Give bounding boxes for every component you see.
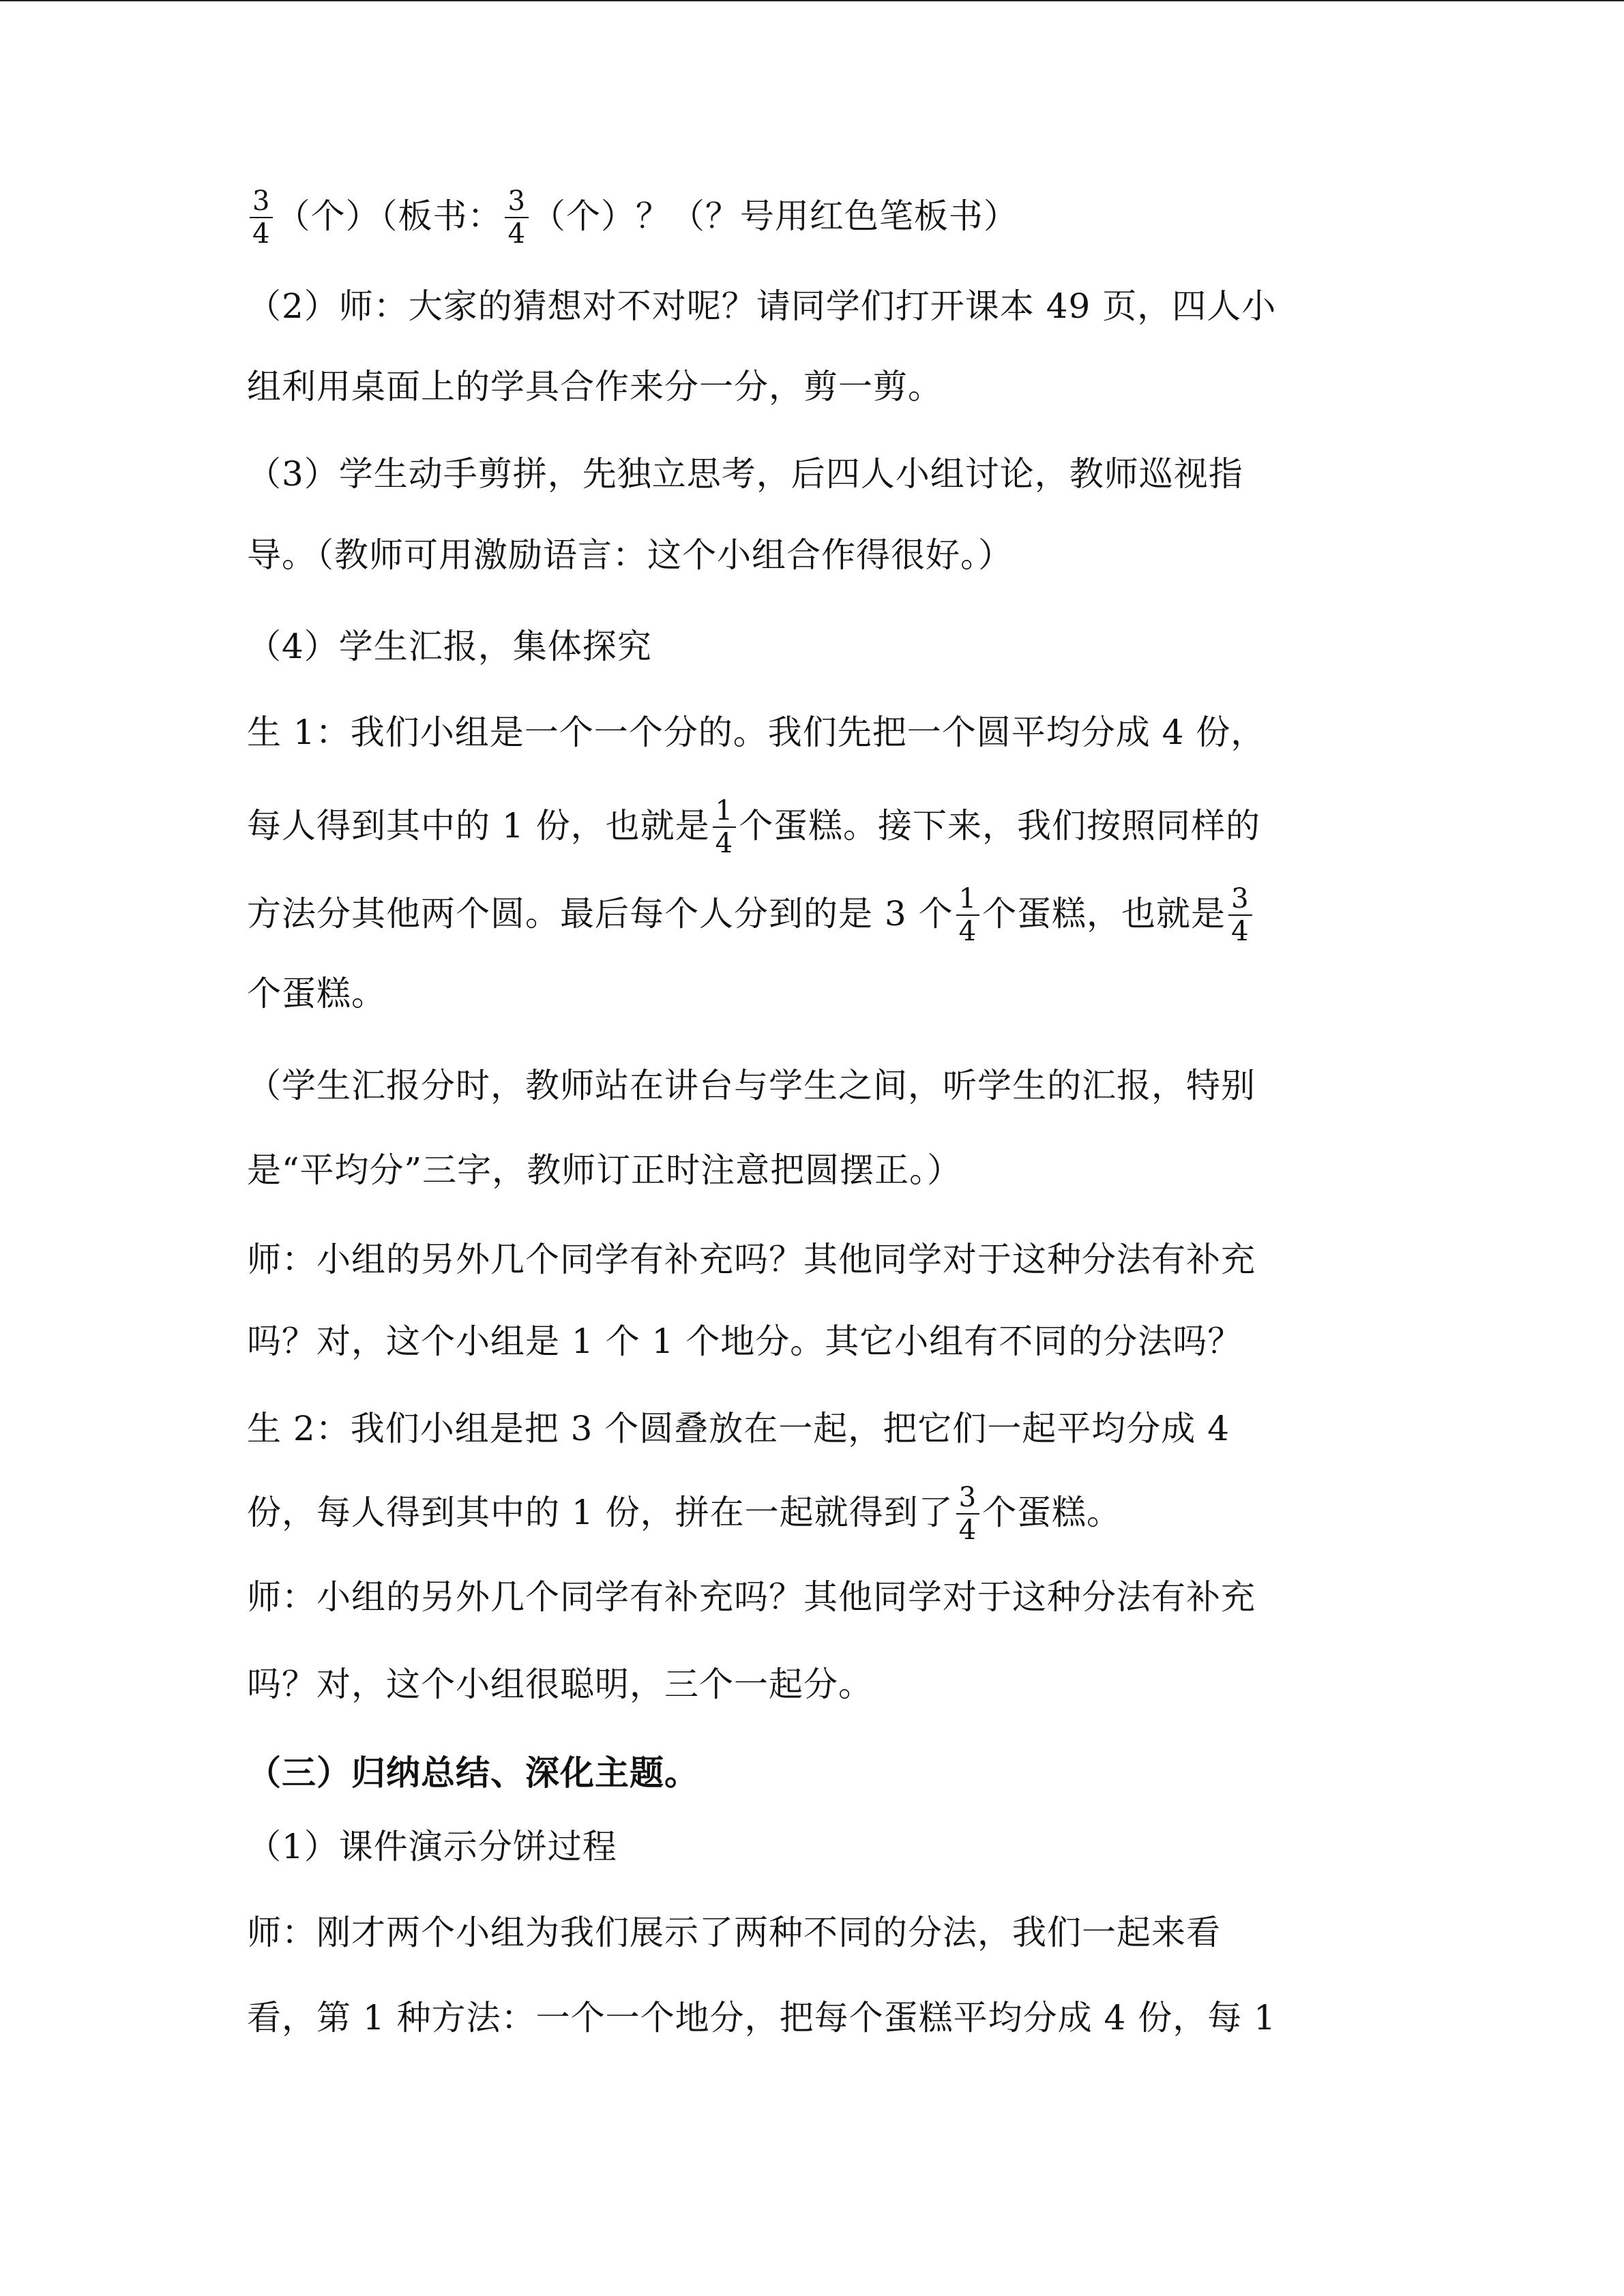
fraction-numerator: 1: [956, 883, 979, 916]
fraction-denominator: 4: [958, 1515, 977, 1546]
text-line: [247, 884, 1255, 949]
fraction-denominator: 4: [507, 218, 526, 250]
text-run: 份，每人得到其中的 1 份，拼在一起就得到了: [247, 1493, 954, 1532]
text-line: [247, 626, 652, 667]
text-line: [247, 535, 1013, 576]
text-line: [247, 1912, 1221, 1953]
fraction-denominator: 4: [715, 828, 734, 859]
fraction-denominator: 4: [1231, 916, 1250, 947]
text-line: [247, 1664, 873, 1705]
text-line: [247, 1826, 617, 1867]
text-run: 吗？对，这个小组是 1 个 1 个地分。其它小组有不同的分法吗？: [247, 1322, 1243, 1361]
text-line: [247, 1321, 1242, 1362]
text-line: [247, 796, 1260, 861]
text-line: [247, 712, 1265, 753]
text-run: 生 1：我们小组是一个一个分的。我们先把一个圆平均分成 4 份，: [247, 713, 1266, 752]
fraction-numerator: 3: [505, 185, 528, 218]
text-run: 吗？对，这个小组很聪明，三个一起分。: [247, 1665, 873, 1704]
text-line: [247, 1483, 1121, 1547]
text-run: 个蛋糕，也就是: [982, 894, 1226, 934]
text-run: （4）学生汇报，集体探究: [247, 627, 652, 666]
text-line: [247, 1577, 1256, 1617]
fraction: [956, 1482, 979, 1546]
text-line: [247, 1239, 1256, 1280]
text-run: 组利用桌面上的学具合作来分一分，剪一剪。: [247, 367, 943, 406]
text-line: [247, 286, 1276, 327]
text-run: 师：小组的另外几个同学有补充吗？其他同学对于这种分法有补充: [247, 1577, 1256, 1617]
text-run: （个）？（？号用红色笔板书）: [531, 196, 1018, 236]
fraction-numerator: 3: [250, 185, 273, 218]
text-line: [247, 973, 386, 1014]
text-run: 导。（教师可用激励语言：这个小组合作得很好。）: [247, 535, 1013, 575]
fraction-numerator: 3: [956, 1482, 979, 1515]
text-line: [247, 366, 943, 407]
text-line: [247, 453, 1243, 494]
text-run: 看，第 1 种方法：一个一个地分，把每个蛋糕平均分成 4 份，每 1: [247, 1998, 1276, 2038]
text-line: [247, 1150, 962, 1191]
fraction: [713, 795, 736, 859]
fraction-denominator: 4: [252, 218, 271, 250]
text-run: 生 2：我们小组是把 3 个圆叠放在一起，把它们一起平均分成 4: [247, 1409, 1230, 1448]
text-run: （2）师：大家的猜想对不对呢？请同学们打开课本 49 页，四人小: [247, 286, 1277, 326]
text-run: 师：刚才两个小组为我们展示了两种不同的分法，我们一起来看: [247, 1913, 1221, 1952]
fraction-numerator: 1: [713, 795, 736, 828]
text-run: （3）学生动手剪拼，先独立思考，后四人小组讨论，教师巡视指: [247, 454, 1243, 494]
text-run: （学生汇报分时，教师站在讲台与学生之间，听学生的汇报，特别: [247, 1066, 1256, 1105]
text-line: [247, 1997, 1276, 2038]
text-run: （1）课件演示分饼过程: [247, 1827, 617, 1866]
text-run: 个蛋糕。接下来，我们按照同样的: [739, 806, 1261, 846]
fraction: [1228, 883, 1252, 947]
text-line: [247, 187, 1018, 251]
section-heading: [247, 1753, 699, 1793]
text-run: 师：小组的另外几个同学有补充吗？其他同学对于这种分法有补充: [247, 1240, 1256, 1279]
fraction-denominator: 4: [958, 916, 977, 947]
fraction: [250, 185, 273, 250]
text-run: 个蛋糕。: [247, 974, 386, 1013]
text-run: 每人得到其中的 1 份，也就是: [247, 806, 710, 846]
text-line: [247, 1065, 1256, 1106]
text-line: [247, 1408, 1230, 1449]
text-run: （三）归纳总结、深化主题。: [247, 1753, 699, 1793]
fraction: [505, 185, 528, 250]
fraction: [956, 883, 979, 947]
text-run: （个）（板书：: [276, 196, 503, 236]
text-run: 是“平均分”三字，教师订正时注意把圆摆正。）: [247, 1150, 962, 1190]
text-run: 个蛋糕。: [982, 1493, 1122, 1532]
fraction-numerator: 3: [1228, 883, 1252, 916]
text-run: 方法分其他两个圆。最后每个人分到的是 3 个: [247, 894, 954, 934]
